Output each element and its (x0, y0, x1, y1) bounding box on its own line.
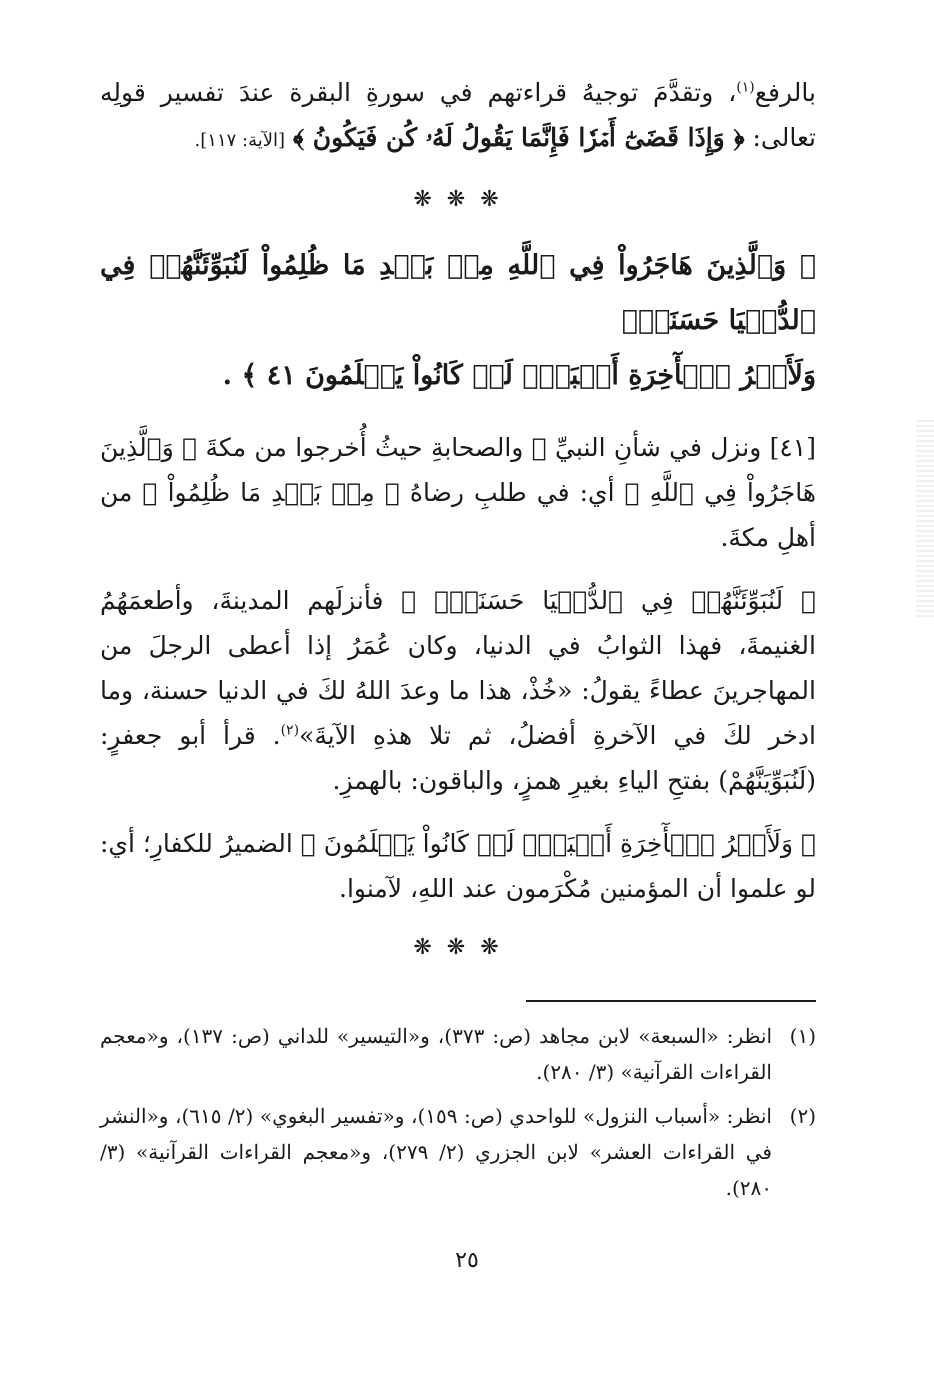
footnote-2-text: انظر: «أسباب النزول» للواحدي (ص: ١٥٩)، و«تفسير البغوي» (٢/ ٦١٥)، و«النشر في القراءات العشر» لابن الجزري (٢/ ٢٧٩)، و«معجم القراءات القرآنية» (٣/ ٢٨٠). (100, 1104, 772, 1200)
page-edge-shadow (916, 420, 934, 620)
intro-text-rest: ، وتقدَّمَ توجيهُ قراءتهم في سورةِ البقرة عندَ تفسير قولِه تعالى: (100, 78, 816, 152)
paragraph-tafsir-hereafter: ﴿ وَلَأَجۡرُ ٱلۡأٓخِرَةِ أَكۡبَرُۚ لَوۡ كَانُواْ يَعۡلَمُونَ ﴾ الضميرُ للكفارِ؛ أي: لو علموا أن المؤمنين مُكْرَمون عند اللهِ، لآمنوا. (100, 829, 816, 903)
intro-verse: ﴿ وَإِذَا قَضَىٰٓ أَمۡرٗا فَإِنَّمَا يَقُولُ لَهُۥ كُن فَيَكُونُ ﴾ (293, 123, 745, 152)
reward-text-start: ﴿ لَنُبَوِّئَنَّهُمۡ فِي ٱلدُّنۡيَا حَسَنَةٗۖ ﴾ فأنزلَهم المدينةَ، وأطعمَهُمُ الغنيمةَ، فهذا الثوابُ في الدنيا، وكان عُمَرُ إذا أعطى الرجلَ من المهاجرينَ عطاءً يقولُ: «خُذْ، هذا ما وعدَ اللهُ لكَ في الدنيا حسنة، وما ادخر لكَ في الآخرةِ أفضلُ، ثم تلا هذهِ الآيةَ» (100, 586, 816, 750)
footnote-marker-2: (٢) (280, 722, 300, 739)
page-number: ٢٥ (455, 1248, 479, 1273)
main-verse-line-1: ﴿ وَٱلَّذِينَ هَاجَرُواْ فِي ٱللَّهِ مِنۢ بَعۡدِ مَا ظُلِمُواْ لَنُبَوِّئَنَّهُمۡ فِي ٱلدُّنۡيَا حَسَنَةٗۖ (100, 250, 816, 336)
footnote-marker-1: (١) (736, 79, 755, 96)
footnote-1-number: (١) (789, 1024, 816, 1048)
intro-text-start: بالرفع (754, 78, 816, 107)
footnote-divider (526, 1000, 816, 1002)
paragraph-tafsir-reward (100, 578, 816, 803)
section-separator-2: ❋ ❋ ❋ (413, 935, 503, 960)
main-verse-line-2: وَلَأَجۡرُ ٱلۡأٓخِرَةِ أَكۡبَرُۚ لَوۡ كَانُواْ يَعۡلَمُونَ ٤١ ﴾ . (222, 360, 816, 391)
paragraph-intro (100, 70, 816, 163)
intro-verse-ref: [الآية: ١١٧]. (194, 130, 286, 151)
paragraph-tafsir-41: [٤١] ونزل في شأنِ النبيِّ ﷺ والصحابةِ حيثُ أُخرجوا من مكةَ ﴿ وَٱلَّذِينَ هَاجَرُواْ فِي ٱللَّهِ ﴾ أي: في طلبِ رضاهُ ﴿ مِنۢ بَعۡدِ مَا ظُلِمُواْ ﴾ من أهلِ مكةَ. (100, 433, 816, 552)
section-separator-1: ❋ ❋ ❋ (413, 187, 503, 212)
footnote-2 (100, 1098, 816, 1206)
main-verse (100, 238, 816, 403)
reward-text-rest: . قرأ أبو جعفرٍ: (لَنُبَوِّيَنَّهُمْ) بفتحِ الياءِ بغيرِ همزٍ، والباقون: بالهمزِ. (100, 721, 816, 795)
footnote-1-text: انظر: «السبعة» لابن مجاهد (ص: ٣٧٣)، و«التيسير» للداني (ص: ١٣٧)، و«معجم القراءات القرآنية» (٣/ ٢٨٠). (100, 1024, 773, 1084)
footnote-1 (100, 1018, 816, 1090)
footnote-2-number: (٢) (789, 1104, 816, 1128)
